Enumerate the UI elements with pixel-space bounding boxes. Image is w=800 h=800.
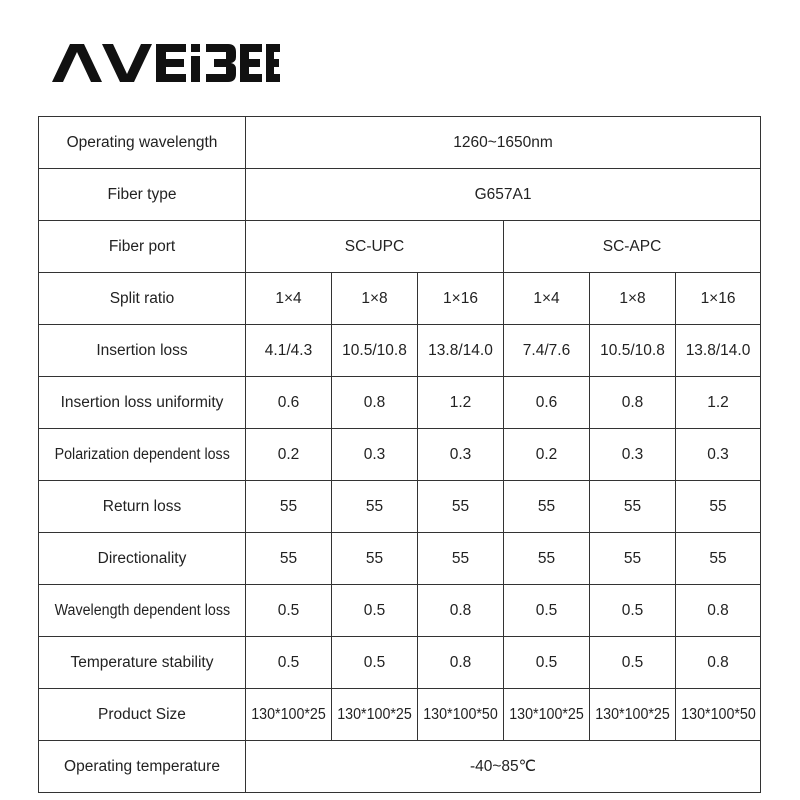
label-fiber-type: Fiber type bbox=[39, 169, 246, 221]
cell bbox=[590, 689, 676, 741]
row-insertion-loss-uniformity bbox=[39, 377, 761, 429]
label-insertion-loss: Insertion loss bbox=[39, 325, 246, 377]
label-fiber-port: Fiber port bbox=[39, 221, 246, 273]
spec-table bbox=[38, 116, 761, 793]
cell: 0.8 bbox=[676, 637, 761, 689]
label-return-loss: Return loss bbox=[39, 481, 246, 533]
cell bbox=[418, 689, 504, 741]
value-operating-temperature: -40~85℃ bbox=[246, 741, 761, 793]
label-operating-temperature: Operating temperature bbox=[39, 741, 246, 793]
row-directionality bbox=[39, 533, 761, 585]
cell: 7.4/7.6 bbox=[504, 325, 590, 377]
label-split-ratio: Split ratio bbox=[39, 273, 246, 325]
label-operating-wavelength: Operating wavelength bbox=[39, 117, 246, 169]
cell: 0.5 bbox=[332, 637, 418, 689]
cell: 0.6 bbox=[246, 377, 332, 429]
cell: 0.3 bbox=[332, 429, 418, 481]
cell: 1×16 bbox=[676, 273, 761, 325]
cell: 1×8 bbox=[332, 273, 418, 325]
row-fiber-type bbox=[39, 169, 761, 221]
label-insertion-loss-uniformity: Insertion loss uniformity bbox=[39, 377, 246, 429]
cell bbox=[332, 689, 418, 741]
cell: 4.1/4.3 bbox=[246, 325, 332, 377]
cell: 0.3 bbox=[590, 429, 676, 481]
label-directionality: Directionality bbox=[39, 533, 246, 585]
cell: 0.8 bbox=[332, 377, 418, 429]
cell: 55 bbox=[246, 481, 332, 533]
cell: 0.5 bbox=[332, 585, 418, 637]
row-operating-wavelength bbox=[39, 117, 761, 169]
cell: 0.5 bbox=[590, 637, 676, 689]
cell: 0.2 bbox=[504, 429, 590, 481]
cell: 1.2 bbox=[418, 377, 504, 429]
cell: 10.5/10.8 bbox=[332, 325, 418, 377]
cell-text: 130*100*50 bbox=[680, 705, 756, 723]
brand-logo bbox=[50, 38, 280, 88]
row-fiber-port bbox=[39, 221, 761, 273]
row-product-size bbox=[39, 689, 761, 741]
cell bbox=[676, 689, 761, 741]
cell: 0.2 bbox=[246, 429, 332, 481]
value-fiber-type: G657A1 bbox=[246, 169, 761, 221]
value-fiber-port-upc: SC-UPC bbox=[246, 221, 504, 273]
cell: 55 bbox=[418, 533, 504, 585]
cell: 0.8 bbox=[418, 637, 504, 689]
cell: 1×4 bbox=[246, 273, 332, 325]
cell: 0.8 bbox=[418, 585, 504, 637]
cell: 55 bbox=[676, 481, 761, 533]
label-text: Wavelength dependent loss bbox=[54, 601, 230, 619]
value-operating-wavelength: 1260~1650nm bbox=[246, 117, 761, 169]
label-polarization-dependent-loss bbox=[39, 429, 246, 481]
cell: 0.5 bbox=[504, 637, 590, 689]
row-split-ratio bbox=[39, 273, 761, 325]
cell: 13.8/14.0 bbox=[676, 325, 761, 377]
cell-text: 130*100*25 bbox=[251, 705, 326, 723]
cell bbox=[504, 689, 590, 741]
cell: 0.8 bbox=[676, 585, 761, 637]
cell: 0.3 bbox=[418, 429, 504, 481]
cell: 55 bbox=[418, 481, 504, 533]
cell: 55 bbox=[504, 533, 590, 585]
cell: 55 bbox=[246, 533, 332, 585]
cell-text: 130*100*25 bbox=[509, 705, 584, 723]
cell: 13.8/14.0 bbox=[418, 325, 504, 377]
cell: 1.2 bbox=[676, 377, 761, 429]
cell: 55 bbox=[332, 533, 418, 585]
cell bbox=[246, 689, 332, 741]
cell: 10.5/10.8 bbox=[590, 325, 676, 377]
cell: 55 bbox=[590, 533, 676, 585]
cell: 0.6 bbox=[504, 377, 590, 429]
cell: 1×8 bbox=[590, 273, 676, 325]
value-fiber-port-apc: SC-APC bbox=[504, 221, 761, 273]
cell: 55 bbox=[332, 481, 418, 533]
cell-text: 130*100*50 bbox=[423, 705, 498, 723]
cell: 55 bbox=[590, 481, 676, 533]
label-text: Polarization dependent loss bbox=[54, 445, 230, 463]
row-polarization-dependent-loss bbox=[39, 429, 761, 481]
row-insertion-loss bbox=[39, 325, 761, 377]
cell-text: 130*100*25 bbox=[337, 705, 412, 723]
label-product-size: Product Size bbox=[39, 689, 246, 741]
cell: 0.5 bbox=[246, 585, 332, 637]
cell: 55 bbox=[504, 481, 590, 533]
cell: 0.5 bbox=[246, 637, 332, 689]
cell-text: 130*100*25 bbox=[595, 705, 670, 723]
cell: 0.3 bbox=[676, 429, 761, 481]
row-temperature-stability bbox=[39, 637, 761, 689]
cell: 0.5 bbox=[590, 585, 676, 637]
label-temperature-stability: Temperature stability bbox=[39, 637, 246, 689]
label-wavelength-dependent-loss bbox=[39, 585, 246, 637]
row-operating-temperature bbox=[39, 741, 761, 793]
row-return-loss bbox=[39, 481, 761, 533]
cell: 1×16 bbox=[418, 273, 504, 325]
cell: 55 bbox=[676, 533, 761, 585]
cell: 1×4 bbox=[504, 273, 590, 325]
row-wavelength-dependent-loss bbox=[39, 585, 761, 637]
cell: 0.8 bbox=[590, 377, 676, 429]
cell: 0.5 bbox=[504, 585, 590, 637]
